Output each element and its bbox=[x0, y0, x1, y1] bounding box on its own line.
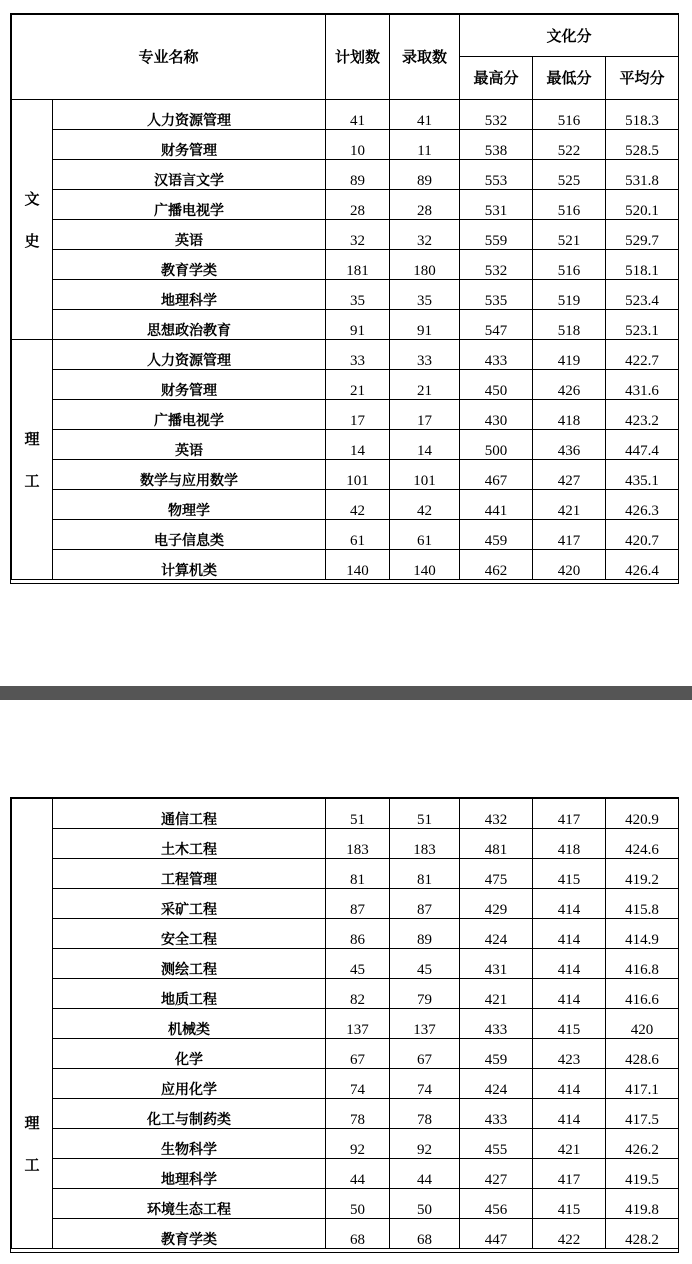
min-score-cell: 421 bbox=[533, 1129, 606, 1159]
avg-score-cell: 416.6 bbox=[606, 979, 679, 1009]
min-score-cell: 414 bbox=[533, 1099, 606, 1129]
max-score-cell: 538 bbox=[460, 130, 533, 160]
plan-count-cell: 81 bbox=[326, 859, 390, 889]
min-score-cell: 419 bbox=[533, 340, 606, 370]
major-name-cell: 计算机类 bbox=[53, 550, 326, 580]
plan-count-cell: 21 bbox=[326, 370, 390, 400]
min-score-cell: 422 bbox=[533, 1219, 606, 1249]
plan-count-cell: 28 bbox=[326, 190, 390, 220]
admitted-count-cell: 68 bbox=[390, 1219, 460, 1249]
admitted-count-cell: 79 bbox=[390, 979, 460, 1009]
table-row bbox=[12, 919, 679, 949]
major-name-cell: 英语 bbox=[53, 220, 326, 250]
max-score-cell: 450 bbox=[460, 370, 533, 400]
admitted-count-cell: 89 bbox=[390, 919, 460, 949]
table-row bbox=[12, 1039, 679, 1069]
avg-score-cell: 523.4 bbox=[606, 280, 679, 310]
min-score-cell: 415 bbox=[533, 1189, 606, 1219]
max-score-cell: 535 bbox=[460, 280, 533, 310]
admission-table-bottom bbox=[11, 798, 678, 1249]
major-name-cell: 测绘工程 bbox=[53, 949, 326, 979]
plan-count-cell: 33 bbox=[326, 340, 390, 370]
admitted-count-cell: 51 bbox=[390, 799, 460, 829]
avg-score-cell: 419.2 bbox=[606, 859, 679, 889]
table-row bbox=[12, 799, 679, 829]
table-row bbox=[12, 979, 679, 1009]
table-row bbox=[12, 1069, 679, 1099]
admitted-count-cell: 50 bbox=[390, 1189, 460, 1219]
admitted-count-cell: 28 bbox=[390, 190, 460, 220]
header-plan-count: 计划数 bbox=[326, 15, 390, 100]
min-score-cell: 516 bbox=[533, 100, 606, 130]
min-score-cell: 421 bbox=[533, 490, 606, 520]
min-score-cell: 417 bbox=[533, 1159, 606, 1189]
major-name-cell: 数学与应用数学 bbox=[53, 460, 326, 490]
table-row bbox=[12, 829, 679, 859]
admitted-count-cell: 32 bbox=[390, 220, 460, 250]
min-score-cell: 521 bbox=[533, 220, 606, 250]
major-name-cell: 环境生态工程 bbox=[53, 1189, 326, 1219]
max-score-cell: 424 bbox=[460, 1069, 533, 1099]
plan-count-cell: 61 bbox=[326, 520, 390, 550]
major-name-cell: 化工与制药类 bbox=[53, 1099, 326, 1129]
major-name-cell: 英语 bbox=[53, 430, 326, 460]
avg-score-cell: 523.1 bbox=[606, 310, 679, 340]
group-label-char: 工 bbox=[24, 1155, 40, 1174]
avg-score-cell: 422.7 bbox=[606, 340, 679, 370]
min-score-cell: 417 bbox=[533, 520, 606, 550]
table-row bbox=[12, 370, 679, 400]
min-score-cell: 436 bbox=[533, 430, 606, 460]
plan-count-cell: 78 bbox=[326, 1099, 390, 1129]
major-name-cell: 机械类 bbox=[53, 1009, 326, 1039]
header-culture-score: 文化分 bbox=[460, 15, 679, 57]
max-score-cell: 462 bbox=[460, 550, 533, 580]
major-name-cell: 地质工程 bbox=[53, 979, 326, 1009]
score-table-1 bbox=[11, 14, 679, 580]
admitted-count-cell: 11 bbox=[390, 130, 460, 160]
plan-count-cell: 14 bbox=[326, 430, 390, 460]
table-row bbox=[12, 340, 679, 370]
admitted-count-cell: 81 bbox=[390, 859, 460, 889]
admitted-count-cell: 14 bbox=[390, 430, 460, 460]
max-score-cell: 467 bbox=[460, 460, 533, 490]
plan-count-cell: 51 bbox=[326, 799, 390, 829]
major-name-cell: 通信工程 bbox=[53, 799, 326, 829]
plan-count-cell: 86 bbox=[326, 919, 390, 949]
plan-count-cell: 181 bbox=[326, 250, 390, 280]
min-score-cell: 525 bbox=[533, 160, 606, 190]
admitted-count-cell: 44 bbox=[390, 1159, 460, 1189]
min-score-cell: 516 bbox=[533, 250, 606, 280]
major-name-cell: 地理科学 bbox=[53, 280, 326, 310]
plan-count-cell: 91 bbox=[326, 310, 390, 340]
avg-score-cell: 414.9 bbox=[606, 919, 679, 949]
min-score-cell: 417 bbox=[533, 799, 606, 829]
plan-count-cell: 44 bbox=[326, 1159, 390, 1189]
table-row bbox=[12, 1189, 679, 1219]
admitted-count-cell: 45 bbox=[390, 949, 460, 979]
group-label-char: 工 bbox=[24, 471, 40, 490]
plan-count-cell: 35 bbox=[326, 280, 390, 310]
major-name-cell: 财务管理 bbox=[53, 370, 326, 400]
max-score-cell: 500 bbox=[460, 430, 533, 460]
min-score-cell: 414 bbox=[533, 979, 606, 1009]
max-score-cell: 433 bbox=[460, 340, 533, 370]
admitted-count-cell: 183 bbox=[390, 829, 460, 859]
plan-count-cell: 17 bbox=[326, 400, 390, 430]
major-name-cell: 人力资源管理 bbox=[53, 340, 326, 370]
max-score-cell: 532 bbox=[460, 250, 533, 280]
admitted-count-cell: 140 bbox=[390, 550, 460, 580]
min-score-cell: 518 bbox=[533, 310, 606, 340]
group-label-cell bbox=[12, 340, 53, 580]
table-row bbox=[12, 1099, 679, 1129]
table-row bbox=[12, 490, 679, 520]
admitted-count-cell: 92 bbox=[390, 1129, 460, 1159]
header-min-score: 最低分 bbox=[533, 57, 606, 100]
min-score-cell: 418 bbox=[533, 829, 606, 859]
major-name-cell: 人力资源管理 bbox=[53, 100, 326, 130]
major-name-cell: 汉语言文学 bbox=[53, 160, 326, 190]
avg-score-cell: 420 bbox=[606, 1009, 679, 1039]
max-score-cell: 432 bbox=[460, 799, 533, 829]
header-admitted-count: 录取数 bbox=[390, 15, 460, 100]
table-row bbox=[12, 100, 679, 130]
min-score-cell: 414 bbox=[533, 889, 606, 919]
plan-count-cell: 183 bbox=[326, 829, 390, 859]
avg-score-cell: 426.2 bbox=[606, 1129, 679, 1159]
plan-count-cell: 74 bbox=[326, 1069, 390, 1099]
min-score-cell: 414 bbox=[533, 919, 606, 949]
major-name-cell: 广播电视学 bbox=[53, 400, 326, 430]
major-name-cell: 物理学 bbox=[53, 490, 326, 520]
avg-score-cell: 520.1 bbox=[606, 190, 679, 220]
avg-score-cell: 428.2 bbox=[606, 1219, 679, 1249]
avg-score-cell: 416.8 bbox=[606, 949, 679, 979]
max-score-cell: 459 bbox=[460, 1039, 533, 1069]
group-label-char: 理 bbox=[24, 1113, 40, 1132]
admission-table-top bbox=[11, 14, 678, 580]
max-score-cell: 531 bbox=[460, 190, 533, 220]
max-score-cell: 532 bbox=[460, 100, 533, 130]
plan-count-cell: 92 bbox=[326, 1129, 390, 1159]
header-avg-score: 平均分 bbox=[606, 57, 679, 100]
major-name-cell: 应用化学 bbox=[53, 1069, 326, 1099]
admitted-count-cell: 87 bbox=[390, 889, 460, 919]
plan-count-cell: 140 bbox=[326, 550, 390, 580]
admitted-count-cell: 74 bbox=[390, 1069, 460, 1099]
min-score-cell: 418 bbox=[533, 400, 606, 430]
avg-score-cell: 423.2 bbox=[606, 400, 679, 430]
table-row bbox=[12, 280, 679, 310]
group-label-cell bbox=[12, 799, 53, 1249]
avg-score-cell: 420.7 bbox=[606, 520, 679, 550]
major-name-cell: 电子信息类 bbox=[53, 520, 326, 550]
min-score-cell: 522 bbox=[533, 130, 606, 160]
table-row bbox=[12, 550, 679, 580]
min-score-cell: 427 bbox=[533, 460, 606, 490]
max-score-cell: 424 bbox=[460, 919, 533, 949]
avg-score-cell: 415.8 bbox=[606, 889, 679, 919]
admitted-count-cell: 91 bbox=[390, 310, 460, 340]
admitted-count-cell: 17 bbox=[390, 400, 460, 430]
major-name-cell: 教育学类 bbox=[53, 250, 326, 280]
min-score-cell: 420 bbox=[533, 550, 606, 580]
max-score-cell: 475 bbox=[460, 859, 533, 889]
admitted-count-cell: 89 bbox=[390, 160, 460, 190]
plan-count-cell: 42 bbox=[326, 490, 390, 520]
table-row bbox=[12, 400, 679, 430]
max-score-cell: 481 bbox=[460, 829, 533, 859]
min-score-cell: 415 bbox=[533, 859, 606, 889]
major-name-cell: 教育学类 bbox=[53, 1219, 326, 1249]
plan-count-cell: 67 bbox=[326, 1039, 390, 1069]
table-row bbox=[12, 310, 679, 340]
avg-score-cell: 435.1 bbox=[606, 460, 679, 490]
max-score-cell: 421 bbox=[460, 979, 533, 1009]
avg-score-cell: 447.4 bbox=[606, 430, 679, 460]
max-score-cell: 553 bbox=[460, 160, 533, 190]
major-name-cell: 生物科学 bbox=[53, 1129, 326, 1159]
plan-count-cell: 82 bbox=[326, 979, 390, 1009]
admitted-count-cell: 35 bbox=[390, 280, 460, 310]
max-score-cell: 447 bbox=[460, 1219, 533, 1249]
admitted-count-cell: 180 bbox=[390, 250, 460, 280]
max-score-cell: 433 bbox=[460, 1099, 533, 1129]
plan-count-cell: 10 bbox=[326, 130, 390, 160]
group-label-cell bbox=[12, 100, 53, 340]
table-row bbox=[12, 859, 679, 889]
plan-count-cell: 68 bbox=[326, 1219, 390, 1249]
max-score-cell: 429 bbox=[460, 889, 533, 919]
admitted-count-cell: 78 bbox=[390, 1099, 460, 1129]
major-name-cell: 化学 bbox=[53, 1039, 326, 1069]
admitted-count-cell: 61 bbox=[390, 520, 460, 550]
table-row bbox=[12, 1129, 679, 1159]
min-score-cell: 516 bbox=[533, 190, 606, 220]
table-row bbox=[12, 1009, 679, 1039]
plan-count-cell: 32 bbox=[326, 220, 390, 250]
admitted-count-cell: 21 bbox=[390, 370, 460, 400]
table-row bbox=[12, 1159, 679, 1189]
admitted-count-cell: 101 bbox=[390, 460, 460, 490]
plan-count-cell: 101 bbox=[326, 460, 390, 490]
table-row bbox=[12, 460, 679, 490]
major-name-cell: 采矿工程 bbox=[53, 889, 326, 919]
avg-score-cell: 431.6 bbox=[606, 370, 679, 400]
plan-count-cell: 41 bbox=[326, 100, 390, 130]
avg-score-cell: 419.8 bbox=[606, 1189, 679, 1219]
page-divider bbox=[0, 686, 692, 700]
table-row bbox=[12, 160, 679, 190]
avg-score-cell: 419.5 bbox=[606, 1159, 679, 1189]
table-row bbox=[12, 889, 679, 919]
max-score-cell: 441 bbox=[460, 490, 533, 520]
min-score-cell: 414 bbox=[533, 949, 606, 979]
table-row bbox=[12, 520, 679, 550]
avg-score-cell: 424.6 bbox=[606, 829, 679, 859]
group-label-char: 文 bbox=[24, 189, 40, 208]
admitted-count-cell: 41 bbox=[390, 100, 460, 130]
major-name-cell: 工程管理 bbox=[53, 859, 326, 889]
header-major-name: 专业名称 bbox=[12, 15, 326, 100]
plan-count-cell: 45 bbox=[326, 949, 390, 979]
major-name-cell: 思想政治教育 bbox=[53, 310, 326, 340]
avg-score-cell: 417.5 bbox=[606, 1099, 679, 1129]
major-name-cell: 地理科学 bbox=[53, 1159, 326, 1189]
table-row bbox=[12, 220, 679, 250]
min-score-cell: 519 bbox=[533, 280, 606, 310]
group-label-char: 史 bbox=[24, 231, 40, 250]
max-score-cell: 433 bbox=[460, 1009, 533, 1039]
min-score-cell: 414 bbox=[533, 1069, 606, 1099]
max-score-cell: 427 bbox=[460, 1159, 533, 1189]
min-score-cell: 426 bbox=[533, 370, 606, 400]
plan-count-cell: 50 bbox=[326, 1189, 390, 1219]
header-max-score: 最高分 bbox=[460, 57, 533, 100]
table-row bbox=[12, 1219, 679, 1249]
major-name-cell: 财务管理 bbox=[53, 130, 326, 160]
major-name-cell: 安全工程 bbox=[53, 919, 326, 949]
admitted-count-cell: 33 bbox=[390, 340, 460, 370]
admitted-count-cell: 67 bbox=[390, 1039, 460, 1069]
avg-score-cell: 528.5 bbox=[606, 130, 679, 160]
plan-count-cell: 137 bbox=[326, 1009, 390, 1039]
table-row bbox=[12, 430, 679, 460]
avg-score-cell: 529.7 bbox=[606, 220, 679, 250]
avg-score-cell: 426.3 bbox=[606, 490, 679, 520]
max-score-cell: 431 bbox=[460, 949, 533, 979]
avg-score-cell: 426.4 bbox=[606, 550, 679, 580]
admitted-count-cell: 137 bbox=[390, 1009, 460, 1039]
table-row bbox=[12, 130, 679, 160]
avg-score-cell: 420.9 bbox=[606, 799, 679, 829]
major-name-cell: 广播电视学 bbox=[53, 190, 326, 220]
avg-score-cell: 417.1 bbox=[606, 1069, 679, 1099]
avg-score-cell: 531.8 bbox=[606, 160, 679, 190]
max-score-cell: 559 bbox=[460, 220, 533, 250]
major-name-cell: 土木工程 bbox=[53, 829, 326, 859]
max-score-cell: 459 bbox=[460, 520, 533, 550]
avg-score-cell: 518.1 bbox=[606, 250, 679, 280]
plan-count-cell: 87 bbox=[326, 889, 390, 919]
min-score-cell: 415 bbox=[533, 1009, 606, 1039]
min-score-cell: 423 bbox=[533, 1039, 606, 1069]
max-score-cell: 455 bbox=[460, 1129, 533, 1159]
max-score-cell: 430 bbox=[460, 400, 533, 430]
max-score-cell: 547 bbox=[460, 310, 533, 340]
plan-count-cell: 89 bbox=[326, 160, 390, 190]
group-label-char: 理 bbox=[24, 429, 40, 448]
table-row bbox=[12, 949, 679, 979]
max-score-cell: 456 bbox=[460, 1189, 533, 1219]
avg-score-cell: 518.3 bbox=[606, 100, 679, 130]
table-row bbox=[12, 190, 679, 220]
admitted-count-cell: 42 bbox=[390, 490, 460, 520]
score-table-2 bbox=[11, 798, 679, 1249]
avg-score-cell: 428.6 bbox=[606, 1039, 679, 1069]
table-row bbox=[12, 250, 679, 280]
